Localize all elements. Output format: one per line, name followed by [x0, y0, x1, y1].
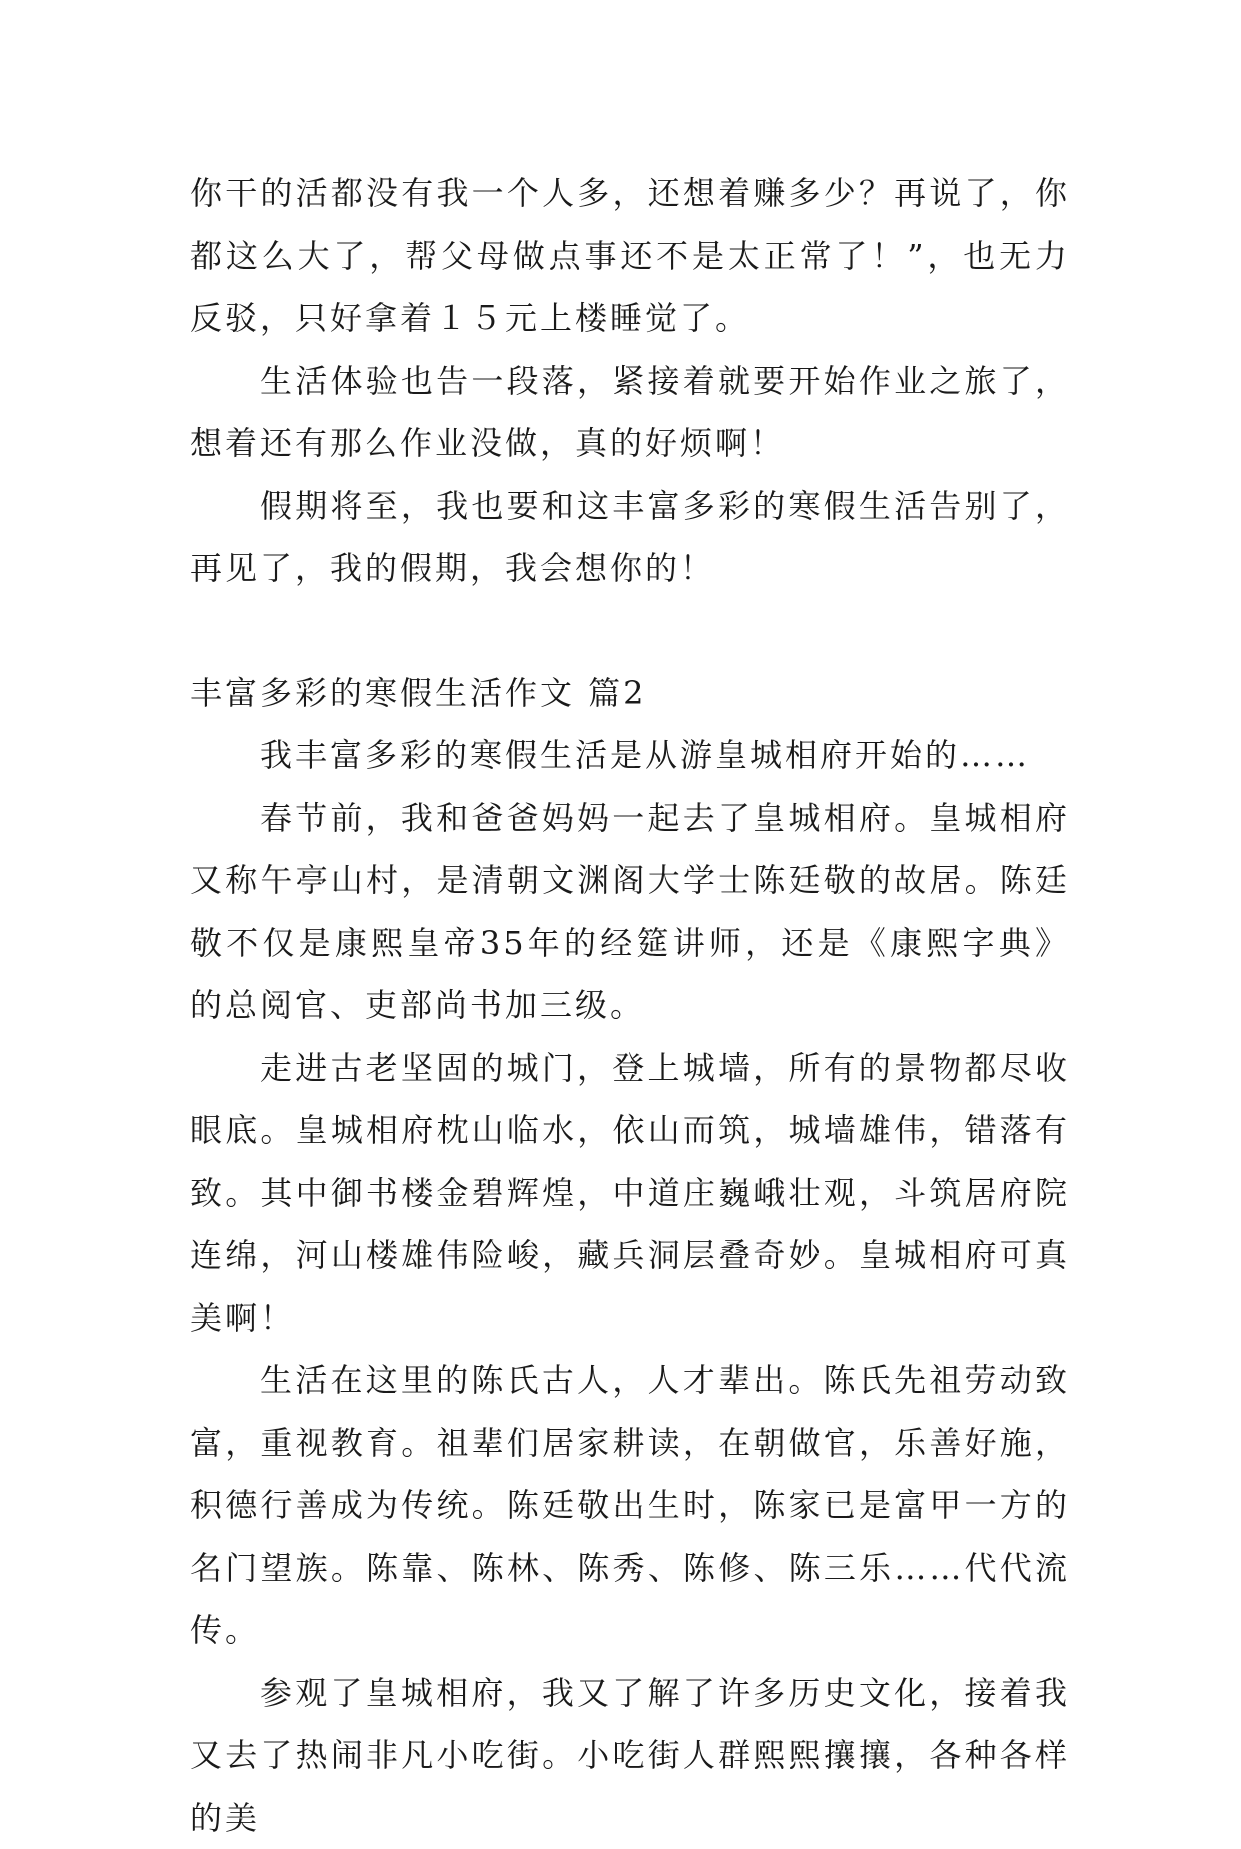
paragraph: 春节前，我和爸爸妈妈一起去了皇城相府。皇城相府又称午亭山村，是清朝文渊阁大学士陈廷敬的故居。陈廷敬不仅是康熙皇帝35年的经筵讲师，还是《康熙字典》的总阅官、吏部尚书加三级。: [190, 787, 1070, 1037]
paragraph: 参观了皇城相府，我又了解了许多历史文化，接着我又去了热闹非凡小吃街。小吃街人群熙熙攘攘，各种各样的美: [190, 1662, 1070, 1849]
article-body: [190, 162, 1070, 1849]
paragraph: 我丰富多彩的寒假生活是从游皇城相府开始的……: [190, 724, 1070, 787]
paragraph: 生活在这里的陈氏古人，人才辈出。陈氏先祖劳动致富，重视教育。祖辈们居家耕读，在朝做官，乐善好施，积德行善成为传统。陈廷敬出生时，陈家已是富甲一方的名门望族。陈靠、陈林、陈秀、陈修、陈三乐……代代流传。: [190, 1349, 1070, 1662]
paragraph: 生活体验也告一段落，紧接着就要开始作业之旅了，想着还有那么作业没做，真的好烦啊！: [190, 350, 1070, 475]
section-heading: 丰富多彩的寒假生活作文 篇2: [190, 662, 1070, 725]
paragraph-continued: 你干的活都没有我一个人多，还想着赚多少？再说了，你都这么大了，帮父母做点事还不是太正常了！”，也无力反驳，只好拿着１５元上楼睡觉了。: [190, 162, 1070, 350]
paragraph: 假期将至，我也要和这丰富多彩的寒假生活告别了，再见了，我的假期，我会想你的！: [190, 475, 1070, 600]
section-spacer: [190, 600, 1070, 662]
paragraph: 走进古老坚固的城门，登上城墙，所有的景物都尽收眼底。皇城相府枕山临水，依山而筑，城墙雄伟，错落有致。其中御书楼金碧辉煌，中道庄巍峨壮观，斗筑居府院连绵，河山楼雄伟险峻，藏兵洞层叠奇妙。皇城相府可真美啊！: [190, 1037, 1070, 1350]
